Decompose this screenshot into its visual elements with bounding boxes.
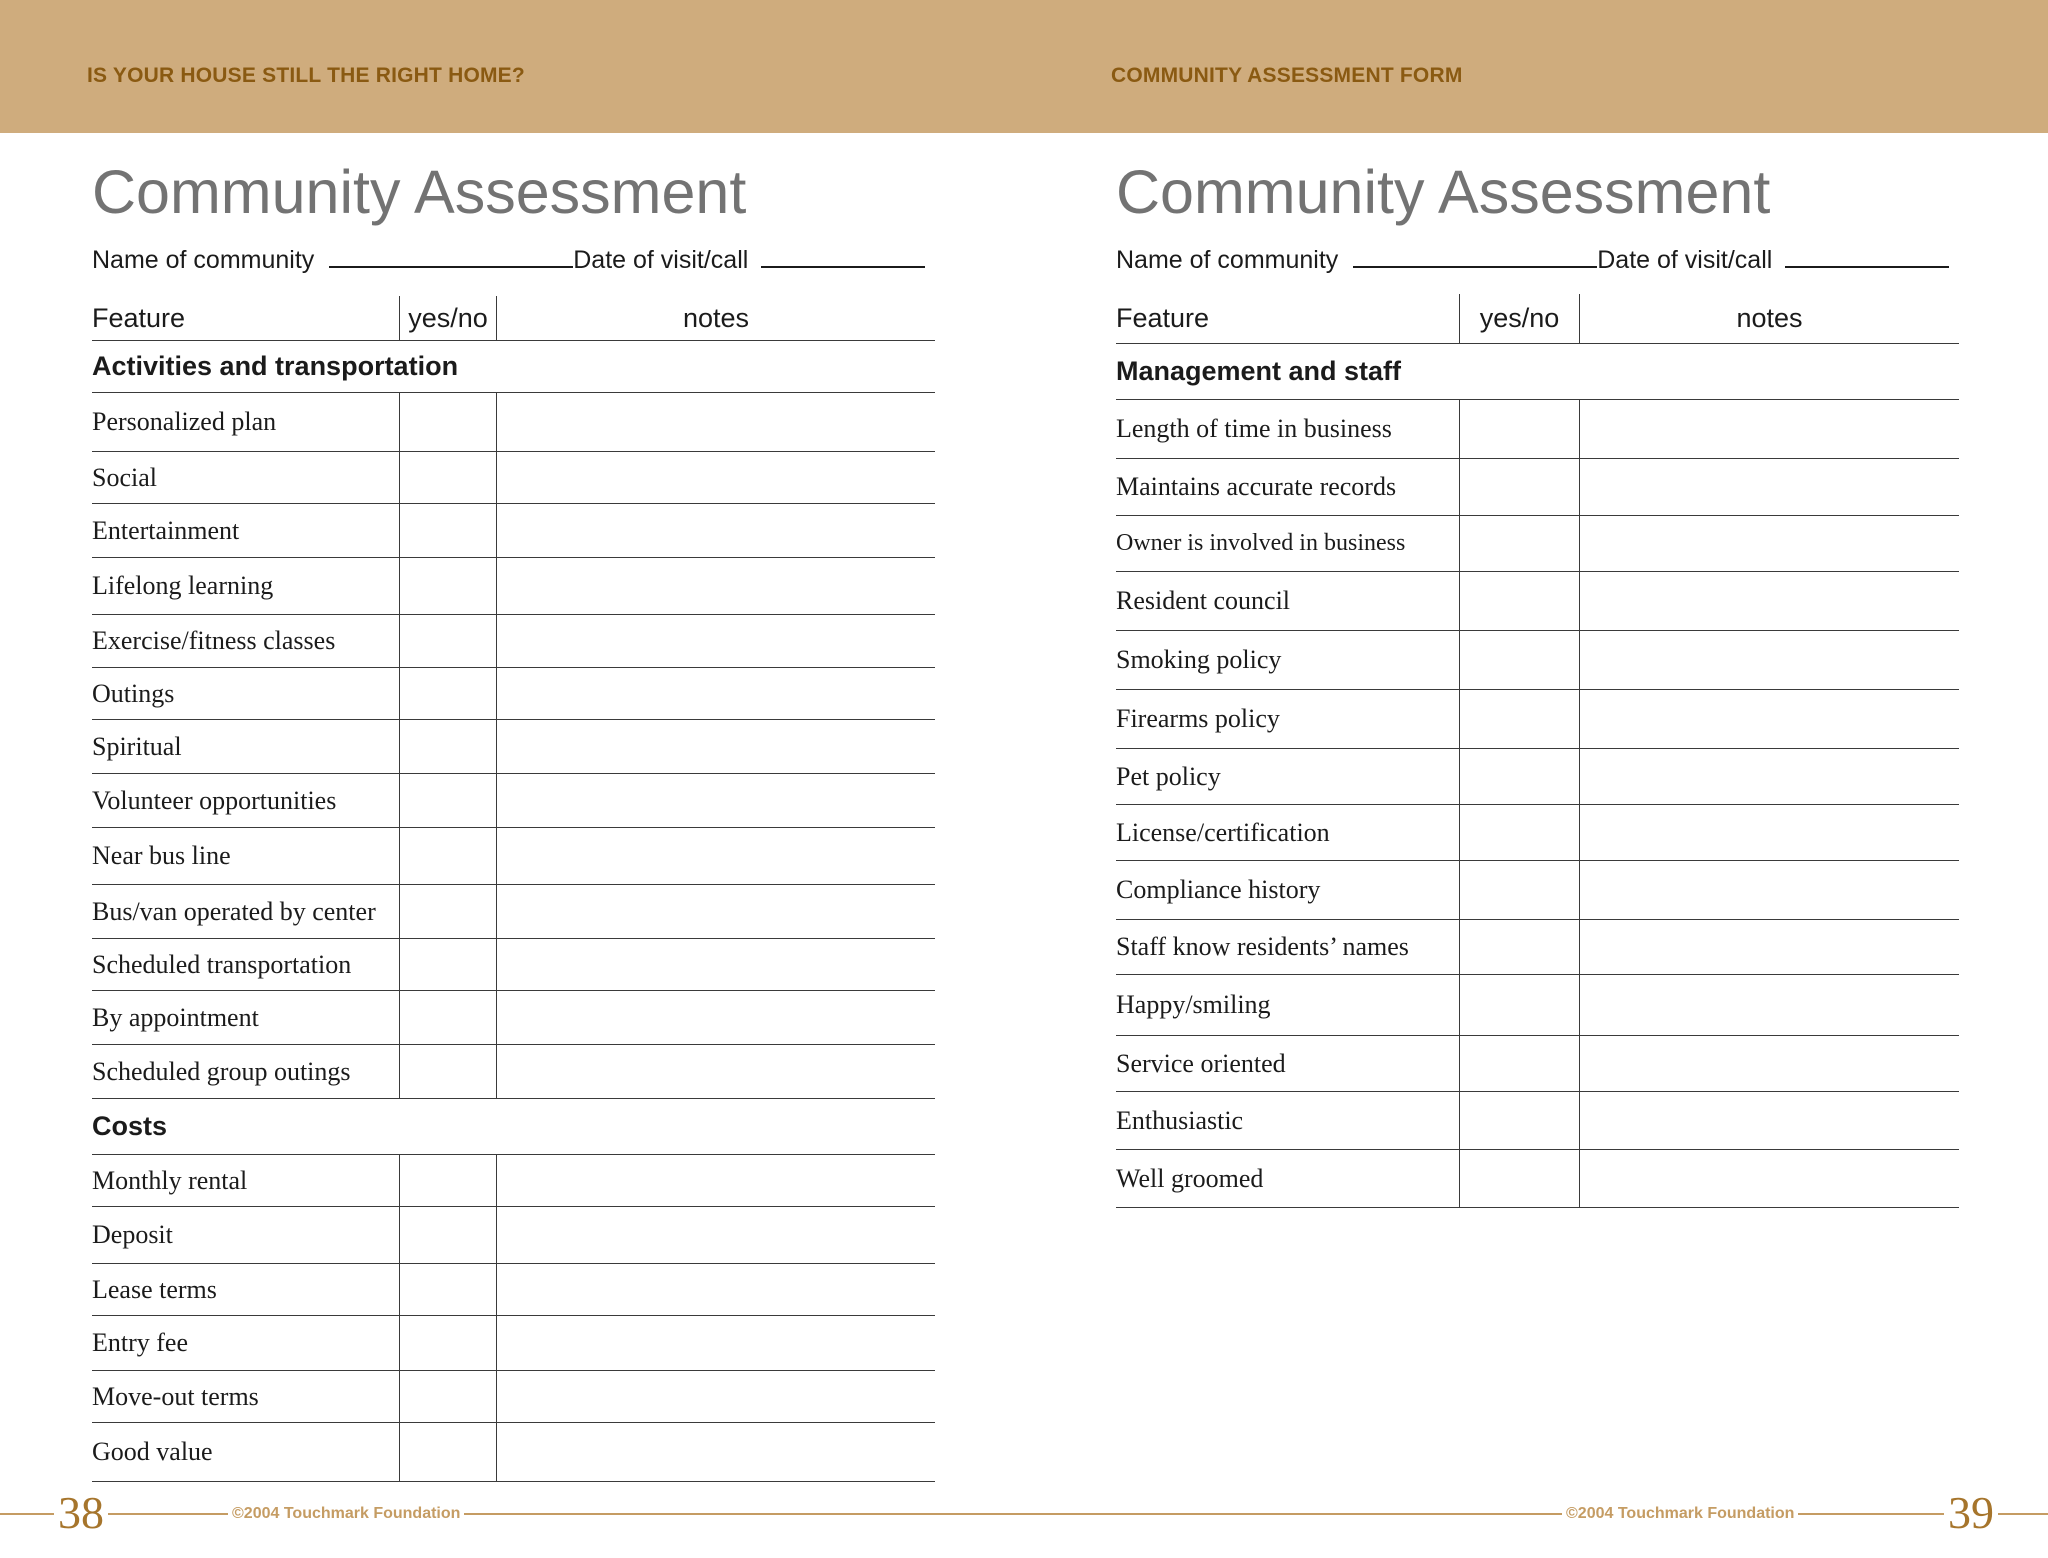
feature-label: Exercise/fitness classes: [92, 626, 336, 655]
feature-column-header: Feature: [1116, 303, 1210, 333]
name-of-community-blank[interactable]: [1353, 246, 1597, 268]
notes-cell[interactable]: [1579, 861, 1959, 919]
table-row: [92, 720, 935, 774]
notes-cell[interactable]: [496, 720, 935, 773]
notes-cell[interactable]: [1579, 572, 1959, 630]
feature-label: Move-out terms: [92, 1381, 259, 1411]
right-running-head: COMMUNITY ASSESSMENT FORM: [1111, 64, 1463, 87]
notes-cell[interactable]: [496, 1371, 935, 1422]
page-title: Community Assessment: [92, 158, 747, 226]
feature-label: Well groomed: [1116, 1163, 1264, 1193]
name-of-community-label: Name of community: [1116, 246, 1339, 274]
yes-no-cell[interactable]: [1459, 1150, 1579, 1207]
table-row: [92, 1045, 935, 1099]
section-heading: Costs: [92, 1111, 168, 1141]
yes-no-cell[interactable]: [1459, 631, 1579, 689]
table-row: [1116, 631, 1959, 690]
yes-no-cell[interactable]: [1459, 516, 1579, 571]
yes-no-cell[interactable]: [399, 1371, 496, 1422]
notes-cell[interactable]: [1579, 805, 1959, 860]
feature-label: Entry fee: [92, 1328, 189, 1357]
notes-cell[interactable]: [496, 615, 935, 667]
left-page-number: 38: [54, 1490, 108, 1536]
notes-cell[interactable]: [496, 885, 935, 938]
yes-no-cell[interactable]: [1459, 749, 1579, 804]
table-row: [92, 828, 935, 885]
feature-label: Happy/smiling: [1116, 990, 1271, 1019]
table-row: [92, 885, 935, 939]
feature-label: Monthly rental: [92, 1165, 248, 1195]
table-row: [92, 1155, 935, 1207]
yes-no-cell[interactable]: [399, 1316, 496, 1370]
feature-label: Good value: [92, 1437, 213, 1466]
yes-no-column-header: yes/no: [1459, 294, 1579, 343]
feature-label: Spiritual: [92, 731, 182, 761]
community-info-line: [92, 246, 925, 275]
left-running-head: IS YOUR HOUSE STILL THE RIGHT HOME?: [87, 64, 525, 87]
feature-label: License/certification: [1116, 817, 1330, 847]
yes-no-column-header: yes/no: [399, 296, 496, 340]
table-row: [92, 1423, 935, 1482]
feature-label: Maintains accurate records: [1116, 472, 1397, 501]
section-heading-row: [1116, 344, 1959, 400]
table-row: [92, 558, 935, 615]
notes-cell[interactable]: [1579, 459, 1959, 515]
feature-label: Volunteer opportunities: [92, 785, 337, 815]
feature-label: Pet policy: [1116, 761, 1221, 791]
feature-label: Bus/van operated by center: [92, 896, 376, 926]
table-row: [1116, 920, 1959, 975]
feature-label: Service oriented: [1116, 1048, 1286, 1078]
table-row: [92, 991, 935, 1045]
table-row: [1116, 861, 1959, 920]
table-row: [92, 615, 935, 668]
name-of-community-blank[interactable]: [329, 246, 573, 268]
notes-cell[interactable]: [496, 1155, 935, 1206]
table-row: [1116, 1092, 1959, 1150]
feature-label: Entertainment: [92, 515, 240, 545]
yes-no-cell[interactable]: [399, 1423, 496, 1481]
yes-no-cell[interactable]: [399, 720, 496, 773]
notes-cell[interactable]: [1579, 975, 1959, 1035]
notes-cell[interactable]: [1579, 1036, 1959, 1091]
feature-label: Deposit: [92, 1220, 173, 1249]
yes-no-cell[interactable]: [399, 393, 496, 451]
right-copyright: ©2004 Touchmark Foundation: [1562, 1505, 1798, 1523]
feature-column-header: Feature: [92, 302, 186, 333]
notes-cell[interactable]: [1579, 516, 1959, 571]
feature-label: Outings: [92, 678, 175, 708]
table-row: [1116, 805, 1959, 861]
feature-label: Owner is involved in business: [1116, 530, 1406, 556]
table-row: [1116, 400, 1959, 459]
feature-label: Lease terms: [92, 1274, 217, 1304]
yes-no-cell[interactable]: [399, 939, 496, 990]
feature-label: By appointment: [92, 1002, 259, 1032]
notes-cell[interactable]: [1579, 1150, 1959, 1207]
table-header-row: [92, 296, 935, 341]
notes-cell[interactable]: [496, 774, 935, 827]
table-row: [92, 1316, 935, 1371]
table-row: [92, 393, 935, 452]
notes-cell[interactable]: [1579, 631, 1959, 689]
date-of-visit-blank[interactable]: [1785, 246, 1949, 268]
yes-no-cell[interactable]: [399, 558, 496, 614]
yes-no-cell[interactable]: [399, 1155, 496, 1206]
yes-no-cell[interactable]: [1459, 690, 1579, 748]
table-header-row: [1116, 294, 1959, 344]
table-row: [92, 1371, 935, 1423]
yes-no-cell[interactable]: [1459, 861, 1579, 919]
yes-no-cell[interactable]: [399, 1045, 496, 1098]
section-heading-row: [92, 341, 935, 393]
yes-no-cell[interactable]: [1459, 400, 1579, 458]
feature-label: Enthusiastic: [1116, 1105, 1244, 1135]
yes-no-cell[interactable]: [1459, 805, 1579, 860]
notes-cell[interactable]: [496, 558, 935, 614]
notes-cell[interactable]: [1579, 920, 1959, 974]
yes-no-cell[interactable]: [399, 885, 496, 938]
yes-no-cell[interactable]: [399, 668, 496, 719]
feature-label: Staff know residents’ names: [1116, 932, 1409, 961]
date-of-visit-label: Date of visit/call: [1597, 246, 1773, 274]
table-row: [1116, 690, 1959, 749]
table-row: [1116, 572, 1959, 631]
feature-label: Resident council: [1116, 586, 1291, 615]
date-of-visit-blank[interactable]: [761, 246, 925, 268]
page-title: Community Assessment: [1116, 158, 1771, 226]
yes-no-cell[interactable]: [399, 774, 496, 827]
yes-no-cell[interactable]: [399, 504, 496, 557]
feature-label: Personalized plan: [92, 407, 277, 436]
table-row: [92, 452, 935, 504]
section-heading: Activities and transportation: [92, 351, 459, 381]
notes-cell[interactable]: [496, 1264, 935, 1315]
notes-cell[interactable]: [1579, 749, 1959, 804]
yes-no-cell[interactable]: [1459, 1036, 1579, 1091]
name-of-community-label: Name of community: [92, 246, 315, 274]
yes-no-cell[interactable]: [399, 1264, 496, 1315]
notes-cell[interactable]: [496, 1316, 935, 1370]
notes-cell[interactable]: [496, 1423, 935, 1481]
yes-no-cell[interactable]: [399, 615, 496, 667]
notes-cell[interactable]: [496, 1045, 935, 1098]
table-row: [1116, 516, 1959, 572]
table-row: [1116, 975, 1959, 1036]
notes-cell[interactable]: [496, 504, 935, 557]
table-row: [1116, 459, 1959, 516]
feature-label: Smoking policy: [1116, 645, 1282, 674]
notes-cell[interactable]: [1579, 1092, 1959, 1149]
table-row: [92, 504, 935, 558]
yes-no-cell[interactable]: [399, 828, 496, 884]
table-row: [92, 774, 935, 828]
yes-no-cell[interactable]: [1459, 1092, 1579, 1149]
notes-cell[interactable]: [496, 452, 935, 503]
yes-no-cell[interactable]: [399, 452, 496, 503]
yes-no-cell[interactable]: [1459, 572, 1579, 630]
section-heading: Management and staff: [1116, 356, 1402, 386]
feature-label: Lifelong learning: [92, 571, 274, 600]
table-row: [92, 1207, 935, 1264]
feature-label: Near bus line: [92, 841, 231, 870]
section-heading-row: [92, 1099, 935, 1155]
right-page-number: 39: [1944, 1490, 1998, 1536]
community-info-line: [1116, 246, 1949, 275]
notes-cell[interactable]: [496, 939, 935, 990]
table-row: [1116, 1036, 1959, 1092]
feature-label: Scheduled group outings: [92, 1056, 351, 1086]
notes-cell[interactable]: [496, 991, 935, 1044]
yes-no-cell[interactable]: [1459, 920, 1579, 974]
table-row: [92, 1264, 935, 1316]
table-row: [92, 668, 935, 720]
notes-cell[interactable]: [496, 828, 935, 884]
table-row: [1116, 749, 1959, 805]
notes-cell[interactable]: [1579, 690, 1959, 748]
yes-no-cell[interactable]: [1459, 459, 1579, 515]
feature-label: Scheduled transportation: [92, 949, 352, 979]
feature-label: Firearms policy: [1116, 704, 1280, 733]
notes-cell[interactable]: [496, 668, 935, 719]
feature-label: Length of time in business: [1116, 414, 1392, 443]
notes-cell[interactable]: [496, 1207, 935, 1263]
table-row: [1116, 1150, 1959, 1208]
yes-no-cell[interactable]: [399, 1207, 496, 1263]
feature-label: Compliance history: [1116, 875, 1321, 904]
yes-no-cell[interactable]: [399, 991, 496, 1044]
table-row: [92, 939, 935, 991]
notes-cell[interactable]: [1579, 400, 1959, 458]
feature-label: Social: [92, 462, 157, 492]
notes-cell[interactable]: [496, 393, 935, 451]
notes-column-header: notes: [496, 296, 935, 340]
date-of-visit-label: Date of visit/call: [573, 246, 749, 274]
notes-column-header: notes: [1579, 294, 1959, 343]
yes-no-cell[interactable]: [1459, 975, 1579, 1035]
left-copyright: ©2004 Touchmark Foundation: [228, 1505, 464, 1523]
